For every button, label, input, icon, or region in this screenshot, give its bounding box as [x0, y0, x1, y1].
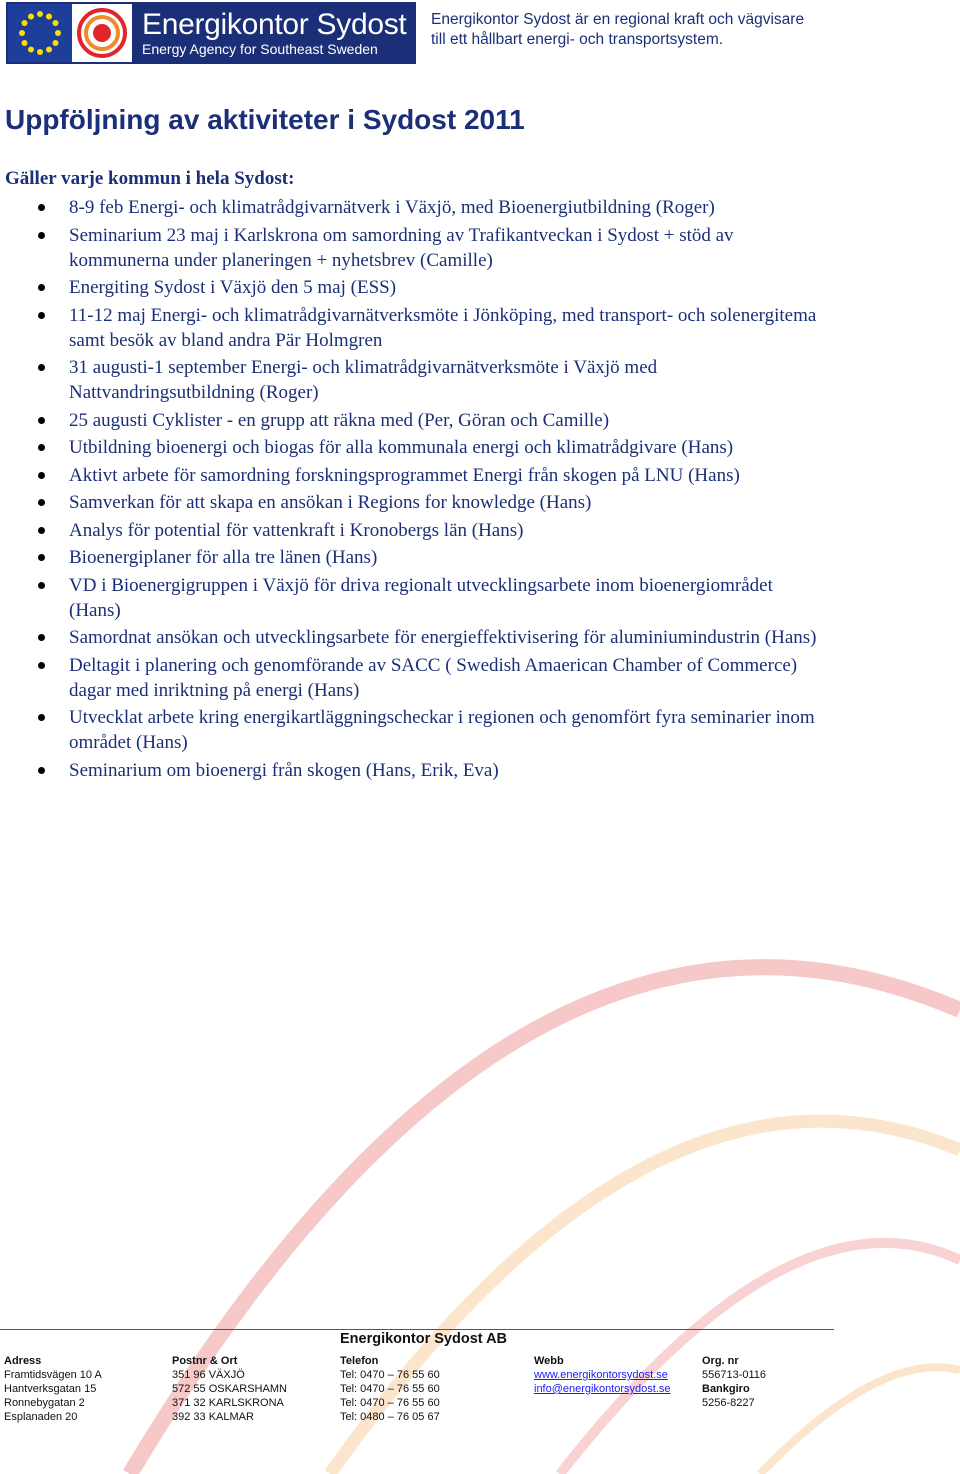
website-link[interactable]: www.energikontorsydost.se: [534, 1369, 668, 1381]
list-item: Energiting Sydost i Växjö den 5 maj (ESS): [69, 275, 829, 300]
email-link[interactable]: info@energikontorsydost.se: [534, 1383, 671, 1395]
list-item: Analys för potential för vattenkraft i Kronobergs län (Hans): [69, 518, 829, 543]
list-item: Samverkan för att skapa en ansökan i Regions for knowledge (Hans): [69, 490, 829, 515]
footer-phone-line: Tel: 0470 – 76 55 60: [340, 1383, 440, 1395]
logo: [6, 2, 416, 64]
list-item: Seminarium 23 maj i Karlskrona om samordning av Trafikantveckan i Sydost + stöd av kommunerna under planeringen + nyhetsbrev (Camille): [69, 223, 829, 273]
footer-postal-line: 392 33 KALMAR: [172, 1411, 254, 1423]
footer-postal-line: 572 55 OSKARSHAMN: [172, 1383, 287, 1395]
tagline: [431, 10, 951, 50]
logo-wordmark: [132, 4, 414, 62]
footer-address-line: Esplanaden 20: [4, 1411, 78, 1423]
bankgiro-number: 5256-8227: [702, 1397, 755, 1409]
list-item: 8-9 feb Energi- och klimatrådgivarnätverk i Växjö, med Bioenergiutbildning (Roger): [69, 195, 829, 220]
footer-company: Energikontor Sydost AB: [340, 1331, 508, 1347]
list-item: Deltagit i planering och genomförande av SACC ( Swedish Amaerican Chamber of Commerce) dagar med inriktning på energi (Hans): [69, 653, 829, 703]
footer-phone-column: [340, 1354, 440, 1424]
footer-postal-line: 351 96 VÄXJÖ: [172, 1369, 245, 1381]
footer-address-line: Hantverksgatan 15: [4, 1383, 97, 1395]
activity-list: [69, 195, 829, 785]
footer-org-column: [702, 1354, 766, 1410]
eu-flag-icon: [8, 4, 72, 62]
footer-address-line: Framtidsvägen 10 A: [4, 1369, 102, 1381]
footer-column-header: Webb: [534, 1355, 564, 1367]
list-item: Utvecklat arbete kring energikartläggningscheckar i regionen och genomfört fyra seminarier inom området (Hans): [69, 705, 829, 755]
list-item: Samordnat ansökan och utvecklingsarbete för energieffektivisering för aluminiumindustrin (Hans): [69, 625, 829, 650]
footer-column-header: Postnr & Ort: [172, 1355, 238, 1367]
tagline-line: Energikontor Sydost är en regional kraft och vägvisare: [431, 11, 805, 28]
footer-postal-column: [172, 1354, 287, 1424]
footer-postal-line: 371 32 KARLSKRONA: [172, 1397, 284, 1409]
tagline-line: till ett hållbart energi- och transportsystem.: [431, 31, 724, 48]
footer-phone-line: Tel: 0470 – 76 55 60: [340, 1369, 440, 1381]
list-item: 25 augusti Cyklister - en grupp att räkna med (Per, Göran och Camille): [69, 408, 829, 433]
list-item: Bioenergiplaner för alla tre länen (Hans): [69, 545, 829, 570]
bankgiro-header: Bankgiro: [702, 1383, 750, 1395]
footer-column-header: Adress: [4, 1355, 42, 1367]
footer-phone-line: Tel: 0470 – 76 55 60: [340, 1397, 440, 1409]
footer-column-header: Telefon: [340, 1355, 379, 1367]
logo-name: Energikontor Sydost: [142, 8, 407, 41]
footer-address-line: Ronnebygatan 2: [4, 1397, 85, 1409]
list-item: VD i Bioenergigruppen i Växjö för driva regionalt utvecklingsarbete inom bioenergiområdet (Hans): [69, 573, 829, 623]
document-title: Uppföljning av aktiviteter i Sydost 2011: [5, 104, 525, 135]
sun-logo-icon: [72, 4, 132, 62]
footer-column-header: Org. nr: [702, 1355, 739, 1367]
footer-phone-line: Tel: 0480 – 76 05 67: [340, 1411, 440, 1423]
footer-divider: [0, 1329, 834, 1330]
footer-address-column: [4, 1354, 102, 1424]
footer-web-column: [534, 1354, 671, 1396]
list-item: Utbildning bioenergi och biogas för alla kommunala energi och klimatrådgivare (Hans): [69, 435, 829, 460]
list-item: Seminarium om bioenergi från skogen (Hans, Erik, Eva): [69, 758, 829, 783]
list-item: 31 augusti-1 september Energi- och klimatrådgivarnätverksmöte i Växjö med Nattvandringsutbildning (Roger): [69, 355, 829, 405]
document-subtitle: Gäller varje kommun i hela Sydost:: [5, 168, 295, 189]
org-number: 556713-0116: [702, 1369, 767, 1381]
list-item: Aktivt arbete för samordning forskningsprogrammet Energi från skogen på LNU (Hans): [69, 463, 829, 488]
logo-subtitle: Energy Agency for Southeast Sweden: [142, 41, 378, 57]
list-item: 11-12 maj Energi- och klimatrådgivarnätverksmöte i Jönköping, med transport- och solenergitema samt besök av bland andra Pär Holmgren: [69, 303, 829, 353]
